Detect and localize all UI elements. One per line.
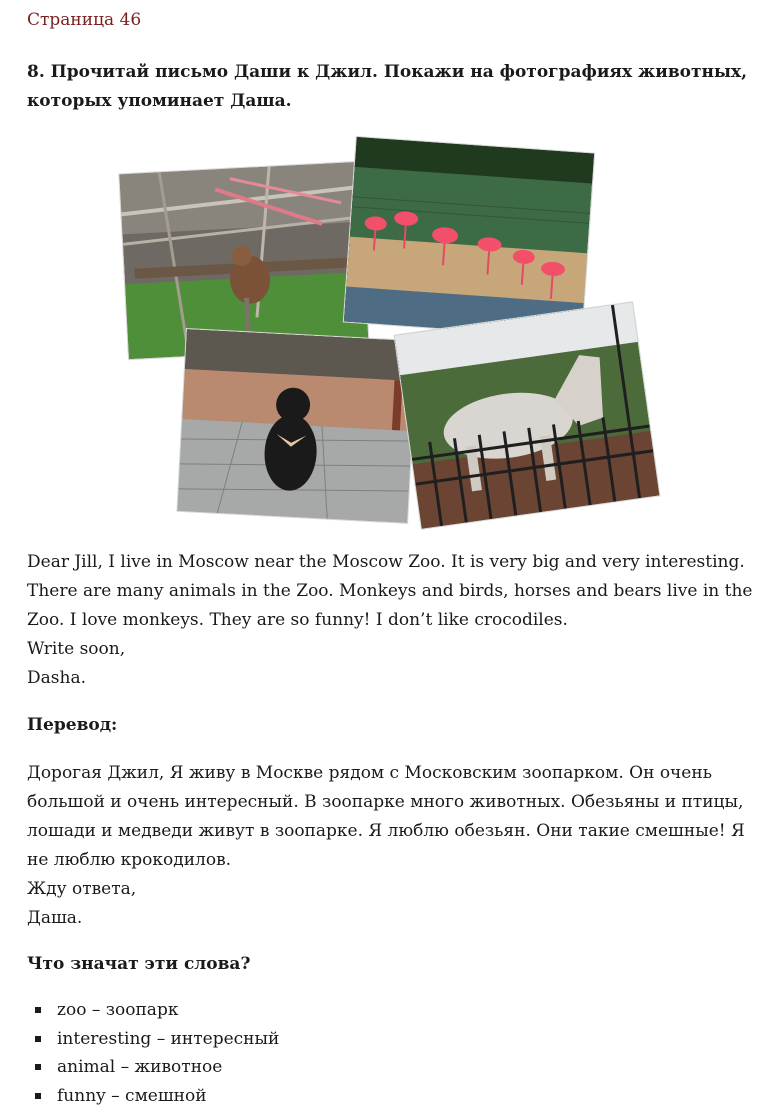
list-item: [57, 1082, 757, 1111]
vocabulary-list: [27, 996, 757, 1110]
bullet-icon: [35, 1007, 41, 1013]
task-instruction: 8. Прочитай письмо Даши к Джил. Покажи на фотографиях животных, которых упоминает Даша.: [27, 62, 748, 111]
word-entry: interesting – интересный: [57, 1028, 280, 1049]
list-item: [57, 1053, 757, 1082]
translation-body: Дорогая Джил, Я живу в Москве рядом с Московским зоопарком. Он очень большой и очень интересный. В зоопарке много животных. Обезьяны и птицы, лошади и медведи живут в зоопарке. Я люблю обезьян. Они такие смешные! Я не люблю крокодилов.: [27, 763, 745, 870]
letter-signature: Dasha.: [27, 668, 86, 688]
translation-text: [27, 759, 757, 933]
page-link[interactable]: Страница 46: [27, 10, 142, 30]
translation-closing: Жду ответа,: [27, 879, 137, 899]
translation-signature: Даша.: [27, 908, 83, 928]
horse-photo: [395, 302, 660, 529]
flamingo-photo: [344, 137, 594, 338]
letter-text: [27, 548, 757, 693]
words-heading: Что значат эти слова?: [27, 954, 251, 974]
list-item: [57, 996, 757, 1025]
monkey-photo: [119, 162, 368, 359]
bullet-icon: [35, 1064, 41, 1070]
letter-body: Dear Jill, I live in Moscow near the Moscow Zoo. It is very big and very interesting. There are many animals in the Zoo. Monkeys and birds, horses and bears live in the Zoo. I love monkeys. They are so funny! I don’t like crocodiles.: [27, 552, 753, 630]
letter-closing: Write soon,: [27, 639, 126, 659]
word-entry: animal – животное: [57, 1057, 223, 1077]
photo-collage: [0, 130, 773, 540]
word-entry: zoo – зоопарк: [57, 1000, 179, 1020]
bullet-icon: [35, 1036, 41, 1042]
bear-photo: [177, 329, 416, 523]
translation-heading: Перевод:: [27, 715, 118, 735]
bullet-icon: [35, 1093, 41, 1099]
word-entry: funny – смешной: [57, 1085, 207, 1106]
list-item: [57, 1025, 757, 1054]
